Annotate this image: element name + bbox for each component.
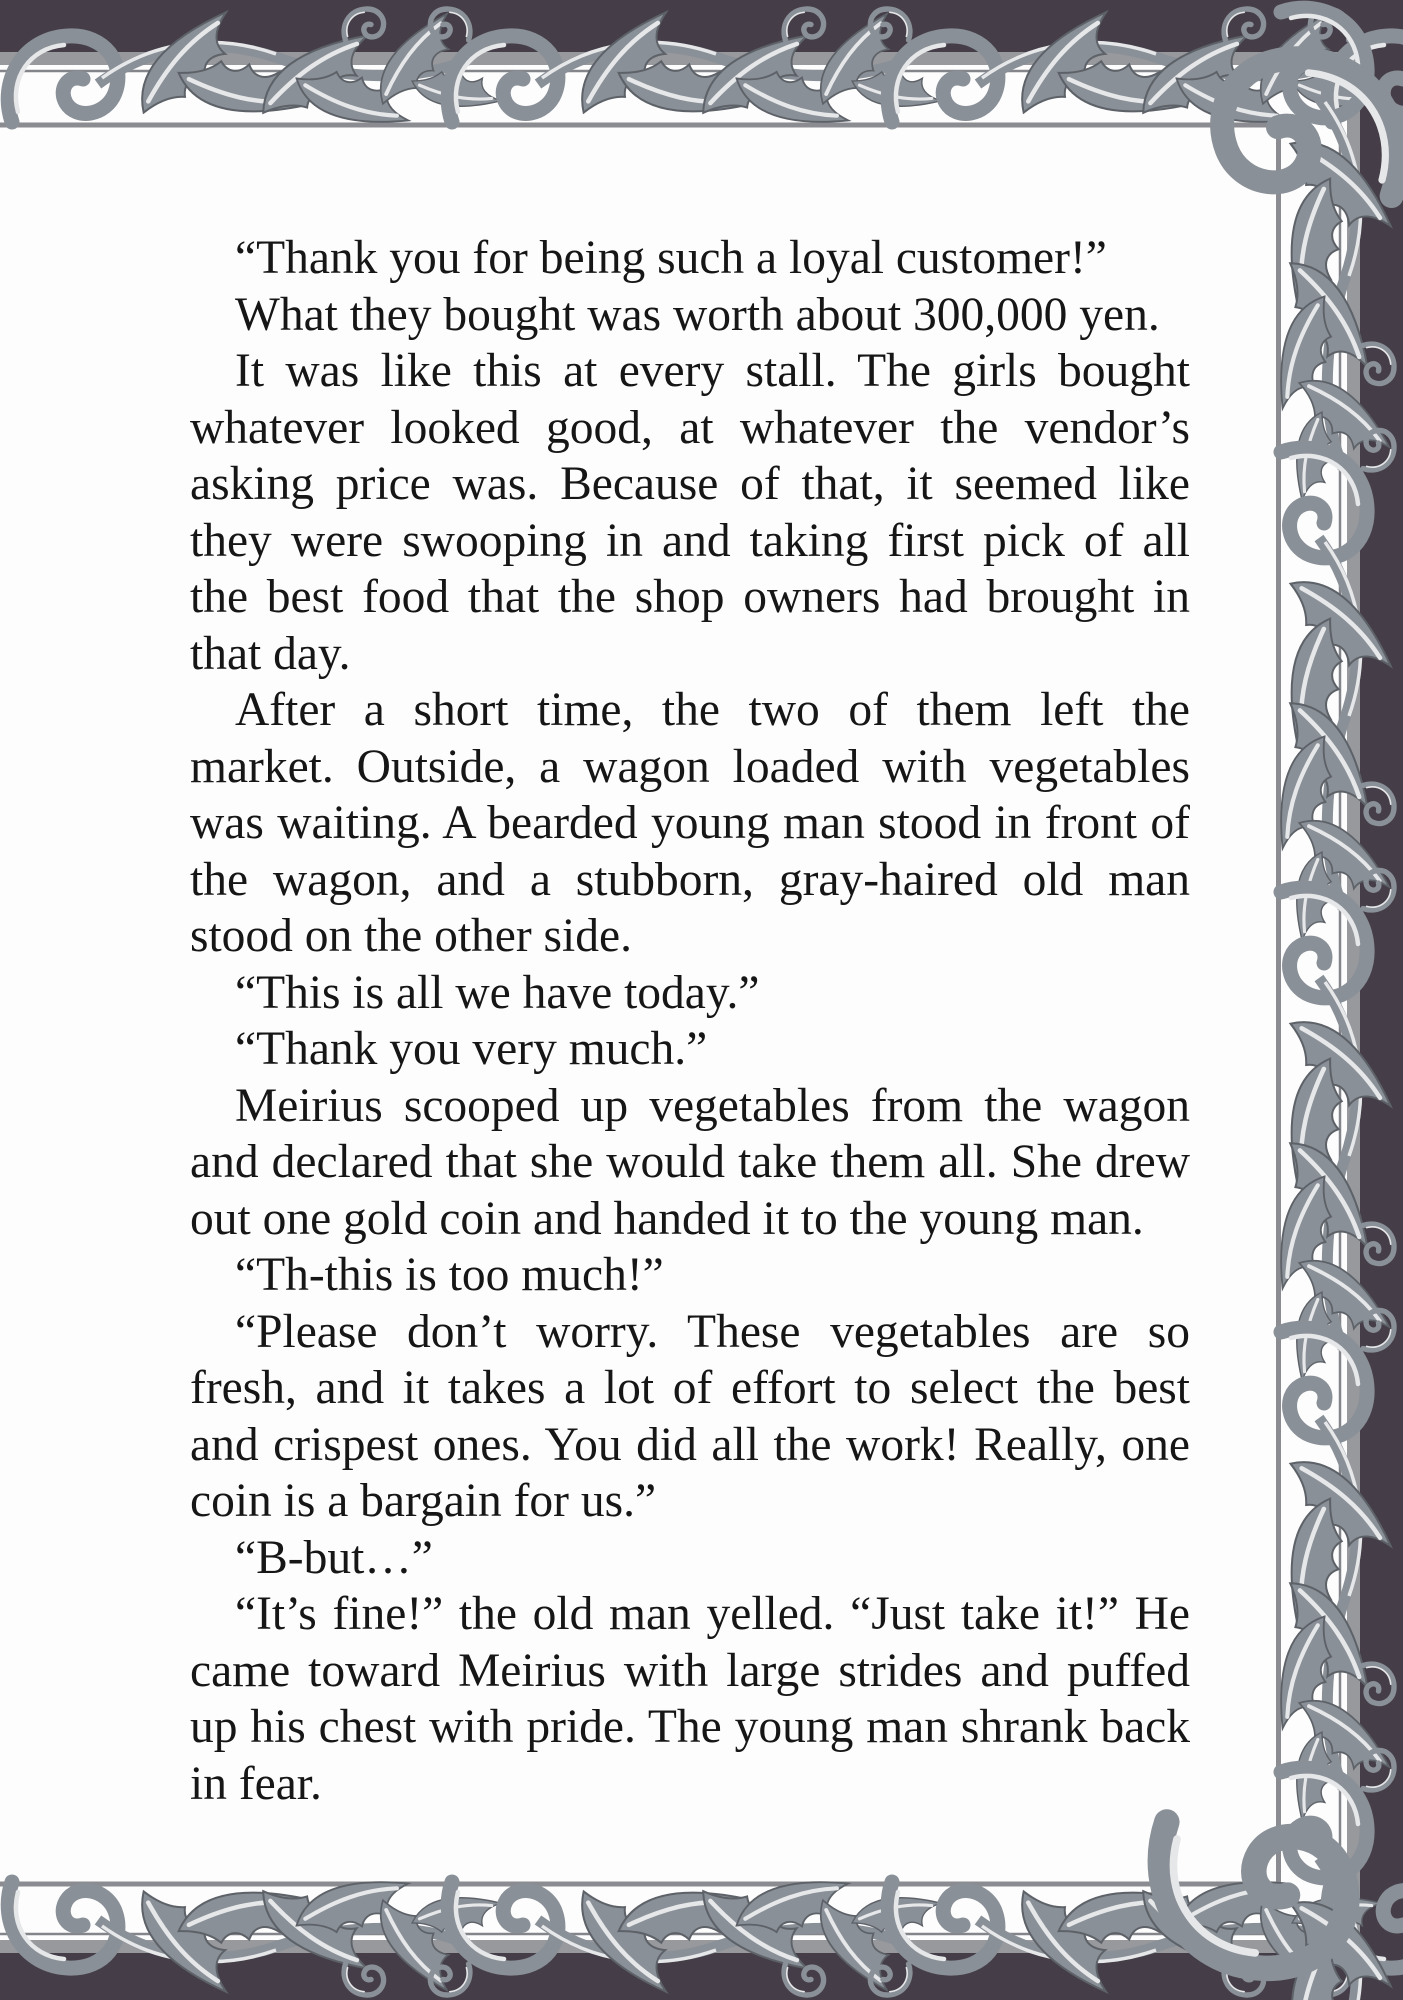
paragraph: “Th-this is too much!”: [235, 1249, 664, 1301]
page-text: [190, 230, 1190, 1812]
paragraph: “This is all we have today.”: [235, 966, 760, 1019]
paragraph: It was like this at every stall. The girls bought whatever looked good, at whatever the vendor’s asking price was. Because of that, it seemed like they were swooping in and taking first pick of all the best food that the shop owners had brought in that day.: [190, 345, 1190, 680]
paragraph: “Thank you very much.”: [235, 1023, 708, 1075]
paragraph: Meirius scooped up vegetables from the wagon and declared that she would take them all. She drew out one gold coin and handed it to the young man.: [190, 1079, 1190, 1245]
paragraph: What they bought was worth about 300,000 yen.: [235, 288, 1160, 341]
paragraph: “B-but…”: [235, 1531, 433, 1584]
paragraph: After a short time, the two of them left the market. Outside, a wagon loaded with vegetables was waiting. A bearded young man stood in front of the wagon, and a stubborn, gray-haired old man stood on the other side.: [190, 684, 1190, 962]
paragraph: “Thank you for being such a loyal customer!”: [235, 232, 1107, 284]
paragraph: “It’s fine!” the old man yelled. “Just take it!” He came toward Meirius with large strides and puffed up his chest with pride. The young man shrank back in fear.: [190, 1588, 1190, 1810]
paragraph: “Please don’t worry. These vegetables are so fresh, and it takes a lot of effort to select the best and crispest ones. You did all the work! Really, one coin is a bargain for us.”: [190, 1305, 1190, 1527]
